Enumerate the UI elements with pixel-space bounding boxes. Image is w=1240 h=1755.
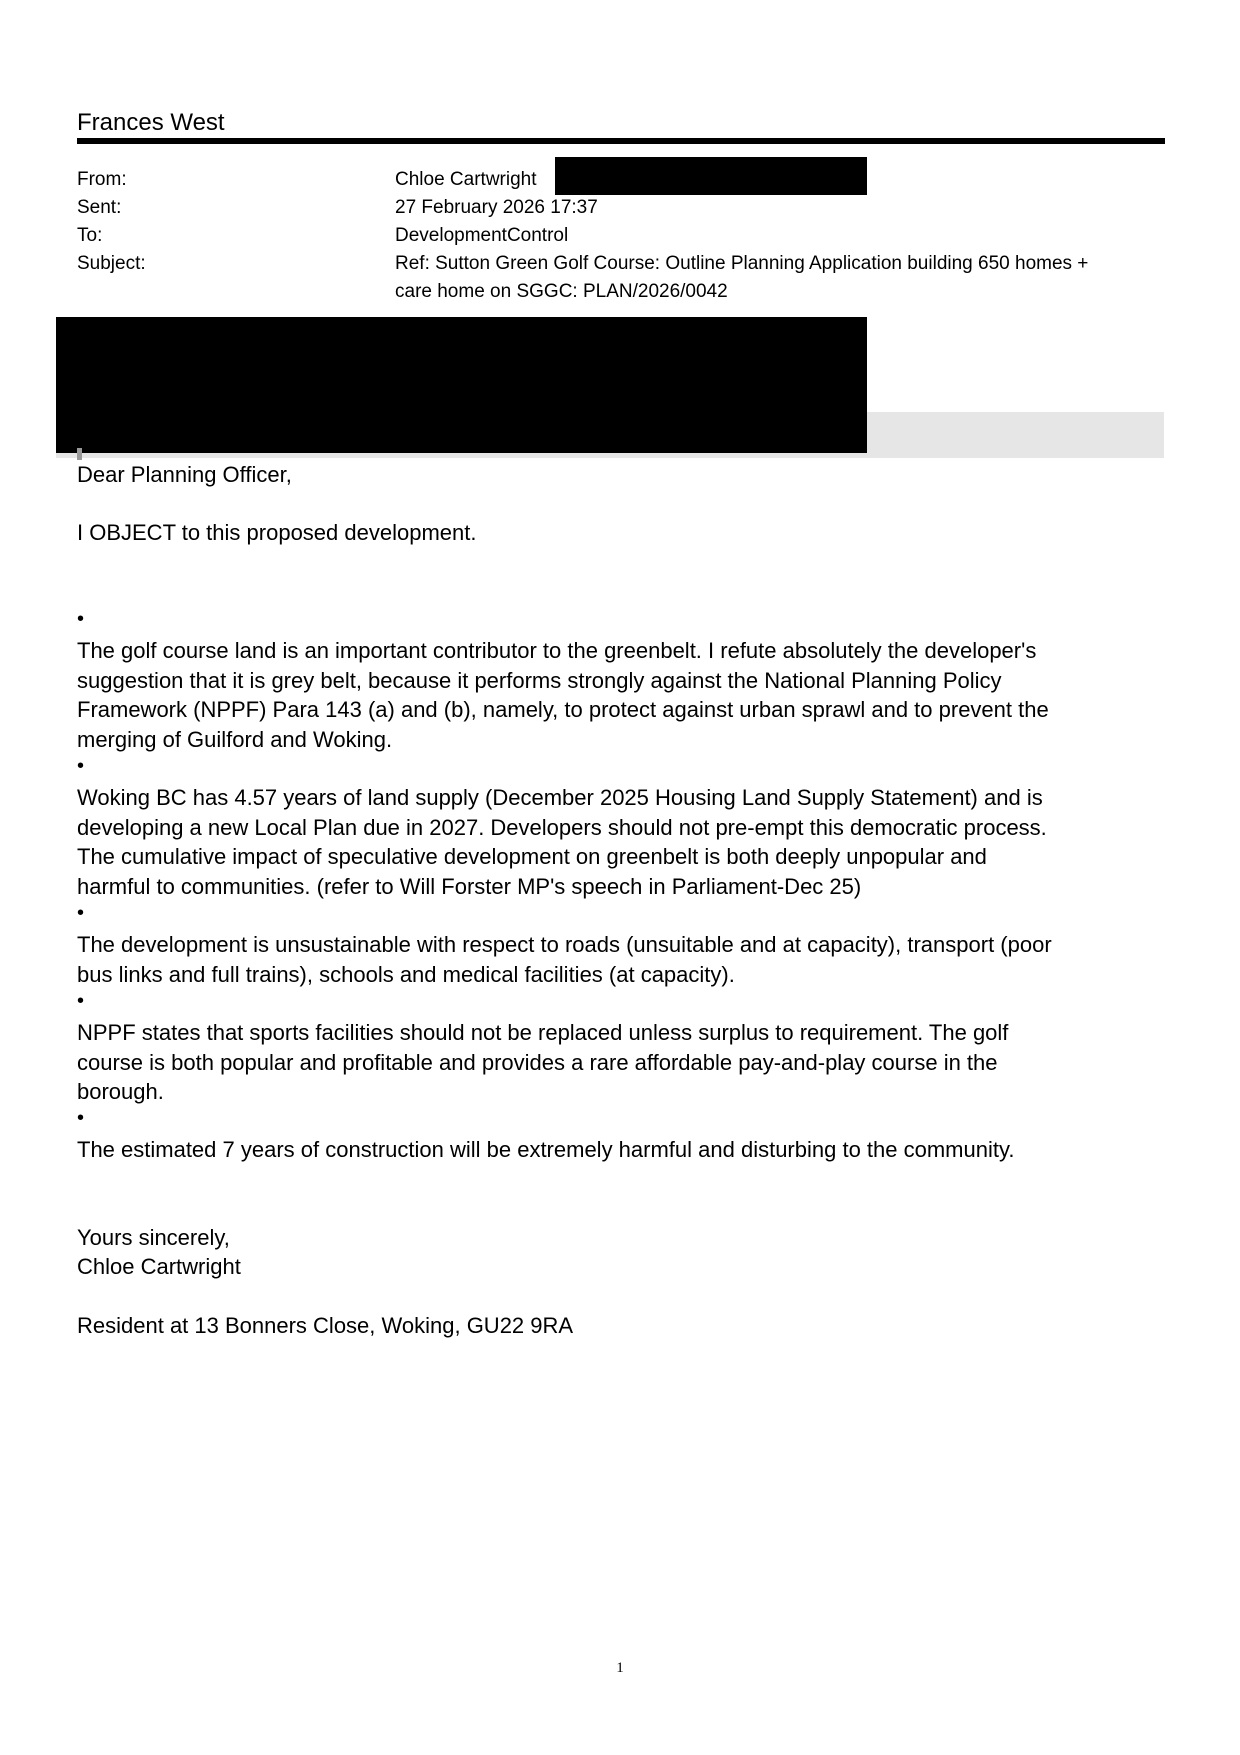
point-2-line-4: harmful to communities. (refer to Will Forster MP's speech in Parliament-Dec 25)	[77, 873, 862, 899]
objection-point-5	[77, 1135, 1167, 1165]
redacted-block	[56, 317, 867, 453]
objection-point-2	[77, 783, 1167, 901]
owner-divider	[77, 138, 1165, 144]
bullet-marker: •	[77, 608, 85, 630]
point-4-line-2: course is both popular and profitable and provides a rare affordable pay-and-play course in the	[77, 1049, 998, 1075]
to-label: To:	[77, 225, 103, 246]
objection-point-1	[77, 636, 1167, 754]
document-owner: Frances West	[77, 109, 225, 136]
bullet-marker: •	[77, 755, 85, 777]
from-label: From:	[77, 169, 127, 190]
page-number: 1	[616, 1660, 624, 1676]
signature: Chloe Cartwright	[77, 1254, 241, 1279]
point-2-line-2: developing a new Local Plan due in 2027. Developers should not pre-empt this democratic process.	[77, 814, 1047, 840]
point-1-line-4: merging of Guilford and Woking.	[77, 726, 393, 752]
point-3-line-1: The development is unsustainable with respect to roads (unsuitable and at capacity), transport (poor	[77, 932, 1052, 957]
point-1-line-1: The golf course land is an important contributor to the greenbelt. I refute absolutely the developer's	[77, 638, 1037, 663]
to-value: DevelopmentControl	[395, 225, 569, 246]
point-5-line-1: The estimated 7 years of construction will be extremely harmful and disturbing to the community.	[77, 1137, 1015, 1162]
resident-address: Resident at 13 Bonners Close, Woking, GU22 9RA	[77, 1313, 574, 1338]
closing: Yours sincerely,	[77, 1225, 230, 1250]
bullet-marker: •	[77, 1107, 85, 1129]
sent-label: Sent:	[77, 197, 122, 218]
point-1-line-3: Framework (NPPF) Para 143 (a) and (b), namely, to protect against urban sprawl and to prevent the	[77, 697, 1049, 722]
grey-marker	[77, 448, 82, 460]
subject-label: Subject:	[77, 253, 146, 274]
bullet-marker: •	[77, 990, 85, 1012]
bullet-marker: •	[77, 902, 85, 924]
point-3-line-2: bus links and full trains), schools and medical facilities (at capacity).	[77, 961, 735, 987]
subject-line-2: care home on SGGC: PLAN/2026/0042	[395, 281, 728, 302]
subject-value	[395, 250, 1167, 306]
sent-value: 27 February 2026 17:37	[395, 197, 598, 218]
point-1-line-2: suggestion that it is grey belt, because it performs strongly against the National Planning Policy	[77, 667, 1002, 693]
greeting: Dear Planning Officer,	[77, 462, 292, 487]
point-4-line-3: borough.	[77, 1079, 164, 1104]
point-2-line-3: The cumulative impact of speculative development on greenbelt is both deeply unpopular and	[77, 844, 987, 869]
point-2-line-1: Woking BC has 4.57 years of land supply (December 2025 Housing Land Supply Statement) and is	[77, 785, 1043, 810]
objection-point-4	[77, 1018, 1167, 1107]
header-subject-row	[77, 250, 1167, 310]
from-value: Chloe Cartwright	[395, 169, 537, 190]
redacted-email-address	[555, 157, 867, 195]
point-4-line-1: NPPF states that sports facilities should not be replaced unless surplus to requirement. The golf	[77, 1020, 1009, 1045]
objection-point-3	[77, 930, 1167, 989]
subject-line-1: Ref: Sutton Green Golf Course: Outline Planning Application building 650 homes +	[395, 253, 1089, 274]
objection-statement: I OBJECT to this proposed development.	[77, 520, 477, 545]
